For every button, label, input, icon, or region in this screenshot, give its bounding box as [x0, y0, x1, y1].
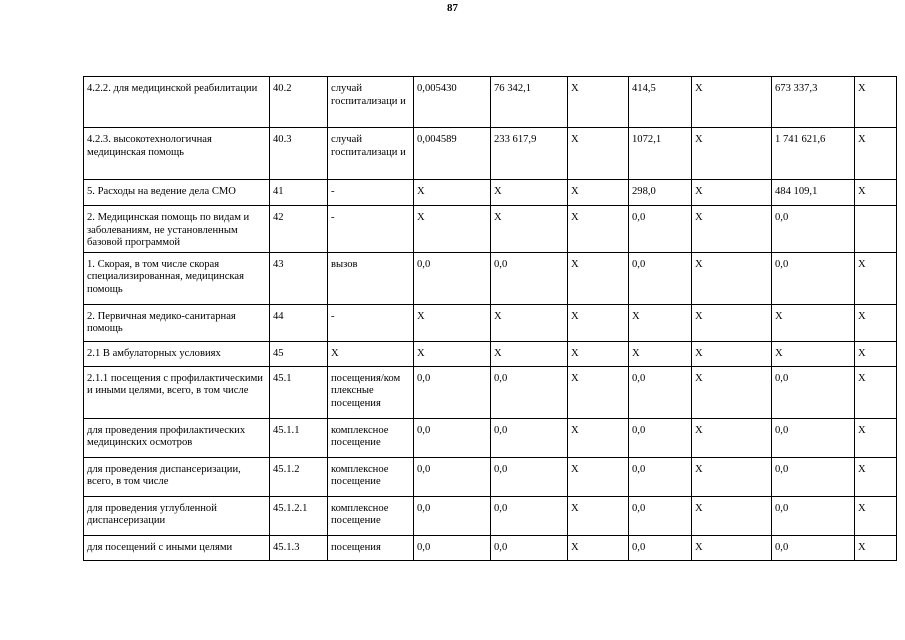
cell-total-budget: Х [692, 77, 772, 128]
cell-row-code: 41 [270, 180, 328, 206]
cell-share: Х [855, 341, 897, 366]
cell-share: Х [855, 496, 897, 535]
cell-per-capita-oms: Х [629, 341, 692, 366]
cell-total-budget: Х [692, 128, 772, 180]
cell-item-name: для проведения профилактических медицинских осмотров [84, 418, 270, 457]
cell-unit: комплексное посещение [328, 418, 414, 457]
cell-cost-norm: 0,0 [491, 535, 568, 560]
cell-unit: - [328, 206, 414, 253]
cell-row-code: 44 [270, 304, 328, 341]
cell-share [855, 206, 897, 253]
cell-share: Х [855, 128, 897, 180]
cell-share: Х [855, 180, 897, 206]
cell-row-code: 45.1.3 [270, 535, 328, 560]
table-row [84, 77, 897, 128]
cell-per-capita-oms: 0,0 [629, 366, 692, 418]
cell-cost-norm: Х [491, 304, 568, 341]
cell-item-name: для проведения углубленной диспансеризации [84, 496, 270, 535]
cell-row-code: 45.1 [270, 366, 328, 418]
cell-total-budget: Х [692, 252, 772, 304]
cell-total-oms: 0,0 [772, 252, 855, 304]
cell-volume-norm: 0,0 [414, 252, 491, 304]
table-row [84, 457, 897, 496]
cell-item-name: 4.2.3. высокотехнологичная медицинская помощь [84, 128, 270, 180]
cell-per-capita-oms: Х [629, 304, 692, 341]
cell-unit: случай госпитализаци и [328, 128, 414, 180]
cell-per-capita-budget: Х [568, 206, 629, 253]
cell-share: Х [855, 304, 897, 341]
cell-cost-norm: 0,0 [491, 457, 568, 496]
cell-per-capita-budget: Х [568, 77, 629, 128]
cell-share: Х [855, 77, 897, 128]
cell-cost-norm: 0,0 [491, 496, 568, 535]
page-number: 87 [447, 2, 458, 14]
table-row [84, 418, 897, 457]
cell-volume-norm: 0,0 [414, 535, 491, 560]
cell-per-capita-budget: Х [568, 457, 629, 496]
cell-item-name: для проведения диспансеризации, всего, в том числе [84, 457, 270, 496]
cell-total-oms: 0,0 [772, 457, 855, 496]
cell-volume-norm: 0,0 [414, 496, 491, 535]
cell-total-oms: 673 337,3 [772, 77, 855, 128]
cell-volume-norm: 0,005430 [414, 77, 491, 128]
table-row [84, 366, 897, 418]
cell-share: Х [855, 535, 897, 560]
cell-item-name: 2.1 В амбулаторных условиях [84, 341, 270, 366]
cell-cost-norm: 0,0 [491, 366, 568, 418]
cell-unit: посещения/ком плексные посещения [328, 366, 414, 418]
cell-row-code: 45.1.2.1 [270, 496, 328, 535]
cell-total-budget: Х [692, 457, 772, 496]
cell-cost-norm: 0,0 [491, 252, 568, 304]
cell-item-name: 2.1.1 посещения с профилактическими и иными целями, всего, в том числе [84, 366, 270, 418]
cell-per-capita-budget: Х [568, 418, 629, 457]
cell-row-code: 45.1.1 [270, 418, 328, 457]
cell-item-name: 2. Медицинская помощь по видам и заболеваниям, не установленным базовой программой [84, 206, 270, 253]
cell-total-budget: Х [692, 304, 772, 341]
cell-per-capita-oms: 0,0 [629, 418, 692, 457]
cell-per-capita-budget: Х [568, 128, 629, 180]
table-row [84, 128, 897, 180]
cell-total-budget: Х [692, 535, 772, 560]
cell-unit: вызов [328, 252, 414, 304]
cell-item-name: 1. Скорая, в том числе скорая специализированная, медицинская помощь [84, 252, 270, 304]
table-row [84, 252, 897, 304]
cell-per-capita-oms: 0,0 [629, 457, 692, 496]
cell-cost-norm: Х [491, 180, 568, 206]
cell-total-budget: Х [692, 366, 772, 418]
cell-item-name: 2. Первичная медико-санитарная помощь [84, 304, 270, 341]
cell-volume-norm: Х [414, 304, 491, 341]
cell-cost-norm: Х [491, 341, 568, 366]
cell-total-budget: Х [692, 206, 772, 253]
table-row [84, 496, 897, 535]
cell-unit: комплексное посещение [328, 457, 414, 496]
cell-cost-norm: 0,0 [491, 418, 568, 457]
cell-per-capita-budget: Х [568, 366, 629, 418]
data-table [83, 76, 897, 561]
cell-total-oms: 0,0 [772, 418, 855, 457]
cell-volume-norm: 0,004589 [414, 128, 491, 180]
table-body [84, 77, 897, 561]
cell-unit: комплексное посещение [328, 496, 414, 535]
cell-row-code: 40.2 [270, 77, 328, 128]
cell-per-capita-oms: 0,0 [629, 535, 692, 560]
cell-per-capita-oms: 298,0 [629, 180, 692, 206]
cell-per-capita-oms: 414,5 [629, 77, 692, 128]
cell-total-oms: 0,0 [772, 496, 855, 535]
table-row [84, 341, 897, 366]
cell-row-code: 43 [270, 252, 328, 304]
cell-total-budget: Х [692, 496, 772, 535]
cell-volume-norm: 0,0 [414, 366, 491, 418]
cell-total-budget: Х [692, 418, 772, 457]
cell-per-capita-oms: 0,0 [629, 496, 692, 535]
cell-unit: Х [328, 341, 414, 366]
cell-row-code: 40.3 [270, 128, 328, 180]
cell-total-budget: Х [692, 180, 772, 206]
cell-total-oms: 1 741 621,6 [772, 128, 855, 180]
cell-volume-norm: 0,0 [414, 418, 491, 457]
cell-share: Х [855, 418, 897, 457]
cell-cost-norm: 76 342,1 [491, 77, 568, 128]
cell-share: Х [855, 252, 897, 304]
cell-per-capita-budget: Х [568, 252, 629, 304]
cell-total-oms: 484 109,1 [772, 180, 855, 206]
cell-cost-norm: 233 617,9 [491, 128, 568, 180]
cell-volume-norm: Х [414, 180, 491, 206]
cell-row-code: 45 [270, 341, 328, 366]
cell-row-code: 45.1.2 [270, 457, 328, 496]
cell-share: Х [855, 457, 897, 496]
cell-volume-norm: Х [414, 341, 491, 366]
cell-total-oms: Х [772, 304, 855, 341]
cell-per-capita-budget: Х [568, 535, 629, 560]
table-row [84, 180, 897, 206]
cell-per-capita-budget: Х [568, 496, 629, 535]
cell-total-oms: 0,0 [772, 366, 855, 418]
cell-total-oms: 0,0 [772, 206, 855, 253]
cell-total-budget: Х [692, 341, 772, 366]
cell-unit: случай госпитализаци и [328, 77, 414, 128]
cell-unit: - [328, 180, 414, 206]
cell-total-oms: Х [772, 341, 855, 366]
cell-per-capita-budget: Х [568, 180, 629, 206]
cell-per-capita-budget: Х [568, 341, 629, 366]
cell-total-oms: 0,0 [772, 535, 855, 560]
cell-volume-norm: 0,0 [414, 457, 491, 496]
cell-unit: посещения [328, 535, 414, 560]
cell-share: Х [855, 366, 897, 418]
cell-item-name: 5. Расходы на ведение дела СМО [84, 180, 270, 206]
cell-unit: - [328, 304, 414, 341]
cell-volume-norm: Х [414, 206, 491, 253]
cell-item-name: 4.2.2. для медицинской реабилитации [84, 77, 270, 128]
cell-per-capita-oms: 0,0 [629, 206, 692, 253]
cell-item-name: для посещений с иными целями [84, 535, 270, 560]
cell-row-code: 42 [270, 206, 328, 253]
table-row [84, 304, 897, 341]
cell-per-capita-oms: 1072,1 [629, 128, 692, 180]
cell-per-capita-budget: Х [568, 304, 629, 341]
table-row [84, 535, 897, 560]
table-row [84, 206, 897, 253]
cell-per-capita-oms: 0,0 [629, 252, 692, 304]
cell-cost-norm: Х [491, 206, 568, 253]
